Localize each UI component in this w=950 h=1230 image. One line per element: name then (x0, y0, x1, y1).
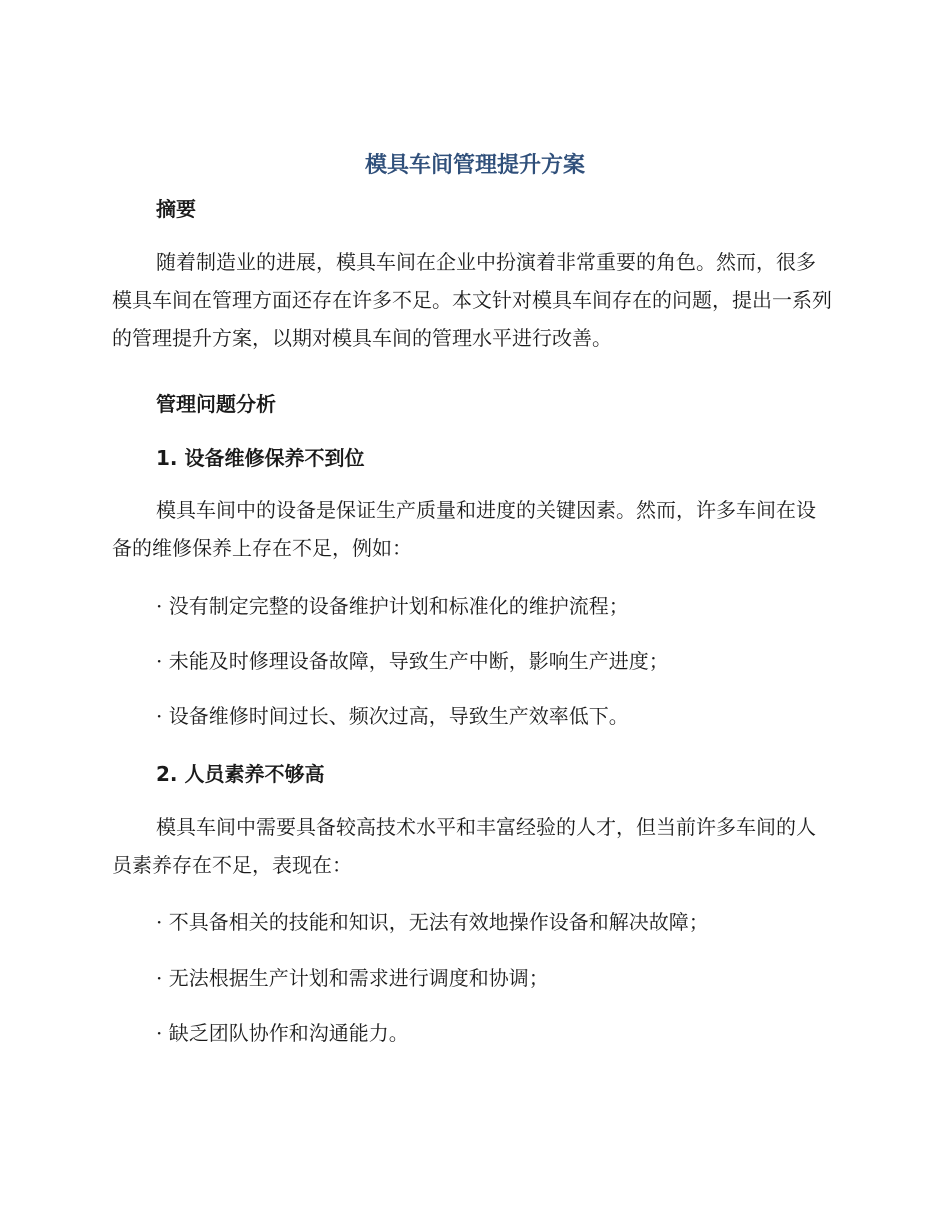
section1-heading: 1. 设备维修保养不到位 (156, 446, 365, 470)
document-title: 模具车间管理提升方案 (364, 153, 585, 178)
abstract-paragraph: 随着制造业的进展，模具车间在企业中扮演着非常重要的角色。然而，很多模具车间在管理方面还存在许多不足。本文针对模具车间存在的问题，提出一系列的管理提升方案，以期对模具车间的管理水平进行改善。 (112, 250, 832, 350)
section2-bullet-2: · 无法根据生产计划和需求进行调度和协调； (156, 966, 549, 990)
abstract-heading: 摘要 (156, 197, 196, 221)
analysis-heading: 管理问题分析 (156, 392, 276, 416)
section2-heading: 2. 人员素养不够高 (156, 762, 325, 786)
section1-bullet-1: · 没有制定完整的设备维护计划和标准化的维护流程； (156, 594, 629, 618)
section1-bullet-3: · 设备维修时间过长、频次过高，导致生产效率低下。 (156, 704, 629, 728)
section1-intro-paragraph: 模具车间中的设备是保证生产质量和进度的关键因素。然而，许多车间在设备的维修保养上存在不足，例如： (112, 498, 816, 560)
section2-bullet-3: · 缺乏团队协作和沟通能力。 (156, 1021, 409, 1045)
section2-bullet-1: · 不具备相关的技能和知识，无法有效地操作设备和解决故障； (156, 910, 709, 934)
section2-intro-paragraph: 模具车间中需要具备较高技术水平和丰富经验的人才，但当前许多车间的人员素养存在不足，表现在： (112, 815, 816, 877)
section1-bullet-2: · 未能及时修理设备故障，导致生产中断，影响生产进度； (156, 649, 669, 673)
